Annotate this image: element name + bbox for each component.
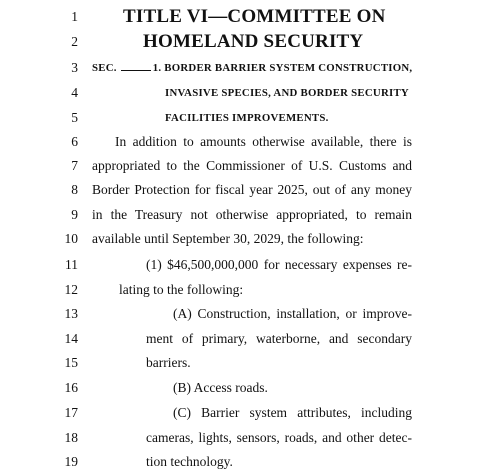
title-heading: TITLE VI—COMMITTEE ON (123, 6, 386, 27)
line-number: 15 (64, 355, 78, 370)
line-number: 2 (71, 34, 78, 49)
paragraph-1: (1) $46,500,000,000 for necessary expenses re- (146, 257, 412, 272)
bill-line (0, 377, 483, 399)
subparagraph-a-continued: barriers. (146, 355, 191, 370)
line-number: 6 (71, 134, 78, 149)
bill-line (0, 303, 483, 325)
line-number: 12 (64, 282, 78, 297)
bill-line (0, 402, 483, 424)
subparagraph-a-continued: ment of primary, waterborne, and secondary (146, 331, 412, 346)
body-text: Border Protection for fiscal year 2025, out of any money (92, 182, 412, 197)
line-number: 9 (71, 207, 78, 222)
line-number: 3 (71, 60, 78, 75)
bill-line (0, 328, 483, 350)
line-number: 14 (64, 331, 78, 346)
line-number: 10 (64, 231, 78, 246)
subparagraph-c-continued: tion technology. (146, 454, 233, 469)
bill-line (0, 204, 483, 226)
line-number: 18 (64, 430, 78, 445)
section-heading-continued: INVASIVE SPECIES, AND BORDER SECURITY (165, 87, 409, 99)
section-heading-continued: FACILITIES IMPROVEMENTS. (165, 112, 329, 124)
line-number: 13 (64, 306, 78, 321)
section-heading-text: 1. BORDER BARRIER SYSTEM CONSTRUCTION, (152, 62, 413, 74)
bill-line (0, 82, 483, 104)
line-number: 5 (71, 110, 78, 125)
title-heading-continued: HOMELAND SECURITY (143, 31, 364, 52)
line-number: 19 (64, 454, 78, 469)
section-prefix: SEC. (92, 62, 117, 74)
subparagraph-b: (B) Access roads. (173, 380, 268, 395)
section-number-blank (121, 59, 151, 71)
bill-line (0, 155, 483, 177)
subparagraph-c-continued: cameras, lights, sensors, roads, and other detec- (146, 430, 412, 445)
bill-line (0, 279, 483, 301)
section-heading (92, 57, 412, 79)
paragraph-1-continued: lating to the following: (119, 282, 244, 297)
line-number: 8 (71, 182, 78, 197)
line-number: 17 (64, 405, 78, 420)
line-number: 11 (65, 257, 78, 272)
bill-line (0, 179, 483, 201)
body-text: in the Treasury not otherwise appropriated, to remain (92, 207, 412, 222)
bill-line (0, 451, 483, 473)
bill-line (0, 107, 483, 129)
line-number: 4 (71, 85, 78, 100)
line-number: 7 (71, 158, 78, 173)
bill-line (0, 254, 483, 276)
body-text: In addition to amounts otherwise available, there is (115, 134, 412, 149)
bill-line (0, 57, 483, 79)
bill-line (0, 6, 483, 28)
bill-line (0, 427, 483, 449)
bill-line (0, 352, 483, 374)
bill-line (0, 228, 483, 250)
line-number: 16 (64, 380, 78, 395)
line-number: 1 (71, 9, 78, 24)
body-text: appropriated to the Commissioner of U.S. Customs and (92, 158, 412, 173)
subparagraph-c: (C) Barrier system attributes, including (173, 405, 412, 420)
bill-line (0, 31, 483, 53)
subparagraph-a: (A) Construction, installation, or improve- (173, 306, 412, 321)
body-text: available until September 30, 2029, the following: (92, 231, 364, 246)
bill-line (0, 131, 483, 153)
